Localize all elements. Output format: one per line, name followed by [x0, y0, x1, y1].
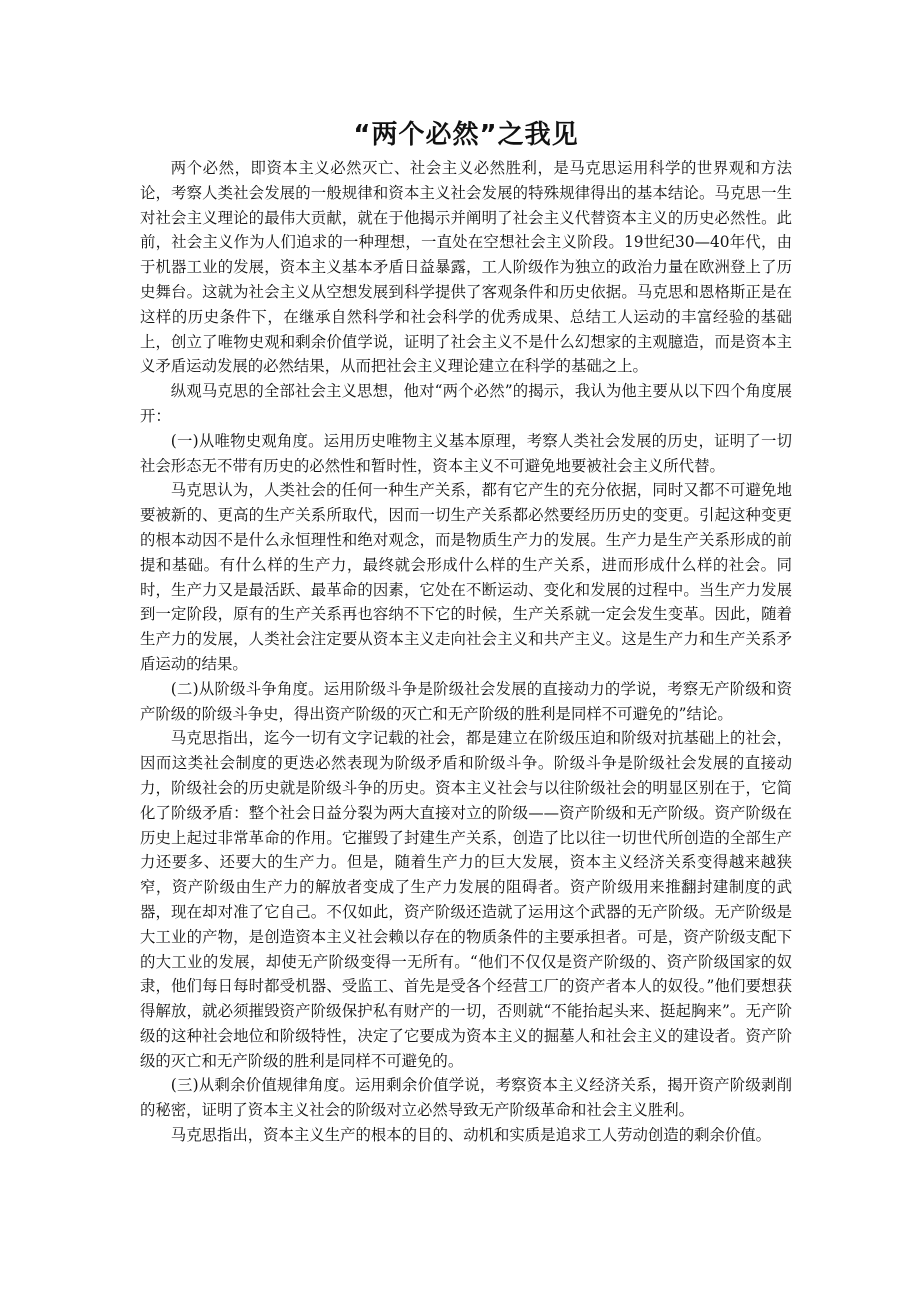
- paragraph-section-1-body: 马克思认为，人类社会的任何一种生产关系，都有它产生的充分依据，同时又都不可避免地要被新的、更高的生产关系所取代，因而一切生产关系都必然要经历历史的变更。引起这种变更的根本动因不是什么永恒理性和绝对观念，而是物质生产力的发展。生产力是生产关系形成的前提和基础。有什么样的生产力，最终就会形成什么样的生产关系，进而形成什么样的社会。同时，生产力又是最活跃、最革命的因素，它处在不断运动、变化和发展的过程中。当生产力发展到一定阶段，原有的生产关系再也容纳不下它的时候，生产关系就一定会发生变革。因此，随着生产力的发展，人类社会注定要从资本主义走向社会主义和共产主义。这是生产力和生产关系矛盾运动的结果。: [140, 481, 792, 673]
- document-page: [140, 118, 792, 1148]
- paragraph-section-3-heading: (三)从剩余价值规律角度。运用剩余价值学说，考察资本主义经济关系，揭开资产阶级剥削的秘密，证明了资本主义社会的阶级对立必然导致无产阶级革命和社会主义胜利。: [140, 1076, 792, 1120]
- paragraph-overview: 纵观马克思的全部社会主义思想，他对“两个必然”的揭示，我认为他主要从以下四个角度展开：: [140, 382, 792, 425]
- paragraph-section-2-heading: (二)从阶级斗争角度。运用阶级斗争是阶级社会发展的直接动力的学说，考察无产阶级和资产阶级的阶级斗争史，得出资产阶级的灭亡和无产阶级的胜利是同样不可避免的”结论。: [140, 679, 792, 723]
- paragraph-intro: 两个必然，即资本主义必然灭亡、社会主义必然胜利，是马克思运用科学的世界观和方法论，考察人类社会发展的一般规律和资本主义社会发展的特殊规律得出的基本结论。马克思一生对社会主义理论的最伟大贡献，就在于他揭示并阐明了社会主义代替资本主义的历史必然性。此前，社会主义作为人们追求的一种理想，一直处在空想社会主义阶段。19世纪30—40年代，由于机器工业的发展，资本主义基本矛盾日益暴露，工人阶级作为独立的政治力量在欧洲登上了历史舞台。这就为社会主义从空想发展到科学提供了客观条件和历史依据。马克思和恩格斯正是在这样的历史条件下，在继承自然科学和社会科学的优秀成果、总结工人运动的丰富经验的基础上，创立了唯物史观和剩余价值学说，证明了社会主义不是什么幻想家的主观臆造，而是资本主义矛盾运动发展的必然结果，从而把社会主义理论建立在科学的基础之上。: [140, 159, 792, 376]
- paragraph-section-1-heading: (一)从唯物史观角度。运用历史唯物主义基本原理，考察人类社会发展的历史，证明了一切社会形态无不带有历史的必然性和暂时性，资本主义不可避免地要被社会主义所代替。: [140, 431, 792, 475]
- paragraph-section-3-body: 马克思指出，资本主义生产的根本的目的、动机和实质是追求工人劳动创造的剩余价值。: [170, 1126, 772, 1145]
- paragraph-section-2-body: 马克思指出，迄今一切有文字记载的社会，都是建立在阶级压迫和阶级对抗基础上的社会，因而这类社会制度的更迭必然表现为阶级矛盾和阶级斗争。阶级斗争是阶级社会发展的直接动力，阶级社会的历史就是阶级斗争的历史。资本主义社会与以往阶级社会的明显区别在于，它简化了阶级矛盾：整个社会日益分裂为两大直接对立的阶级——资产阶级和无产阶级。资产阶级在历史上起过非常革命的作用。它摧毁了封建生产关系，创造了比以往一切世代所创造的全部生产力还要多、还要大的生产力。但是，随着生产力的巨大发展，资本主义经济关系变得越来越狭窄，资产阶级由生产力的解放者变成了生产力发展的阻碍者。资产阶级用来推翻封建制度的武器，现在却对准了它自己。不仅如此，资产阶级还造就了运用这个武器的无产阶级。无产阶级是大工业的产物，是创造资本主义社会赖以存在的物质条件的主要承担者。可是，资产阶级支配下的大工业的发展，却使无产阶级变得一无所有。“他们不仅仅是资产阶级的、资产阶级国家的奴隶，他们每日每时都受机器、受监工、首先是受各个经营工厂的资产者本人的奴役。”他们要想获得解放，就必须摧毁资产阶级保护私有财产的一切，否则就“不能抬起头来、挺起胸来”。无产阶级的这种社会地位和阶级特性，决定了它要成为资本主义的掘墓人和社会主义的建设者。资产阶级的灭亡和无产阶级的胜利是同样不可避免的。: [140, 729, 792, 1070]
- page-title: “两个必然”之我见: [353, 120, 579, 150]
